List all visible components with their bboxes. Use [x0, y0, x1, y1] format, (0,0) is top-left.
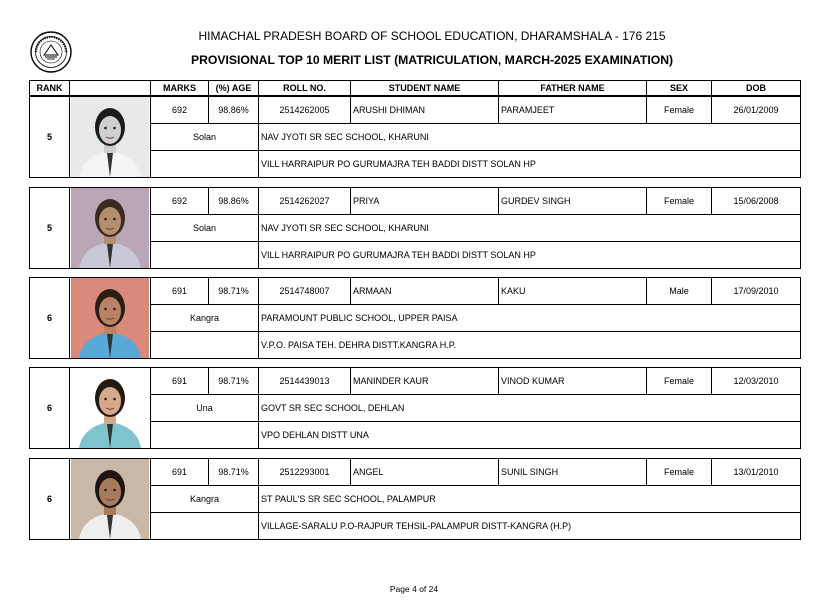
student-name-value: ARUSHI DHIMAN [351, 97, 499, 124]
board-name: HIMACHAL PRADESH BOARD OF SCHOOL EDUCATION, DHARAMSHALA - 176 215 [198, 29, 666, 43]
col-photo [70, 81, 151, 96]
percentage-value: 98.71% [209, 368, 259, 395]
col-sex: SEX [647, 81, 712, 96]
roll-no-value: 2514262005 [259, 97, 351, 124]
district-value: Solan [151, 124, 259, 151]
student-name-value: ARMAAN [351, 278, 499, 305]
roll-no-value: 2514262027 [259, 188, 351, 215]
col-marks: MARKS [151, 81, 209, 96]
father-name-value: PARAMJEET [499, 97, 647, 124]
rank-value: 5 [30, 97, 70, 178]
photo-cell [70, 188, 151, 269]
student-photo [71, 97, 149, 177]
blank-cell [151, 513, 259, 540]
father-name-value: KAKU [499, 278, 647, 305]
district-value: Solan [151, 215, 259, 242]
student-photo [71, 278, 149, 358]
col-rank: RANK [30, 81, 70, 96]
merit-record [29, 187, 801, 269]
school-name-value: NAV JYOTI SR SEC SCHOOL, KHARUNI [259, 124, 801, 151]
blank-cell [151, 422, 259, 449]
col-percentage: (%) AGE [209, 81, 259, 96]
marks-value: 691 [151, 459, 209, 486]
dob-value: 13/01/2010 [712, 459, 801, 486]
father-name-value: SUNIL SINGH [499, 459, 647, 486]
photo-cell [70, 459, 151, 540]
record-row-main [30, 188, 801, 215]
col-student-name: STUDENT NAME [351, 81, 499, 96]
record-row-main [30, 278, 801, 305]
merit-list-title: PROVISIONAL TOP 10 MERIT LIST (MATRICULATION, MARCH-2025 EXAMINATION) [190, 53, 674, 67]
student-name-value: ANGEL [351, 459, 499, 486]
address-value: VPO DEHLAN DISTT UNA [259, 422, 801, 449]
merit-record [29, 277, 801, 359]
col-father-name: FATHER NAME [499, 81, 647, 96]
photo-cell [70, 97, 151, 178]
sex-value: Female [647, 188, 712, 215]
student-name-value: PRIYA [351, 188, 499, 215]
page-number: Page 4 of 24 [389, 584, 439, 594]
marks-value: 691 [151, 278, 209, 305]
rank-value: 6 [30, 368, 70, 449]
roll-no-value: 2514748007 [259, 278, 351, 305]
sex-value: Male [647, 278, 712, 305]
roll-no-value: 2512293001 [259, 459, 351, 486]
merit-record [29, 96, 801, 178]
col-roll-no: ROLL NO. [259, 81, 351, 96]
marks-value: 691 [151, 368, 209, 395]
percentage-value: 98.71% [209, 278, 259, 305]
marks-value: 692 [151, 97, 209, 124]
record-row-main [30, 459, 801, 486]
sex-value: Female [647, 97, 712, 124]
school-name-value: NAV JYOTI SR SEC SCHOOL, KHARUNI [259, 215, 801, 242]
address-value: VILL HARRAIPUR PO GURUMAJRA TEH BADDI DISTT SOLAN HP [259, 151, 801, 178]
blank-cell [151, 332, 259, 359]
blank-cell [151, 242, 259, 269]
column-header-row [30, 81, 801, 96]
merit-record [29, 367, 801, 449]
blank-cell [151, 151, 259, 178]
roll-no-value: 2514439013 [259, 368, 351, 395]
photo-cell [70, 278, 151, 359]
student-photo [71, 188, 149, 268]
district-value: Una [151, 395, 259, 422]
student-photo [71, 459, 149, 539]
merit-record [29, 458, 801, 540]
student-name-value: MANINDER KAUR [351, 368, 499, 395]
percentage-value: 98.86% [209, 97, 259, 124]
district-value: Kangra [151, 305, 259, 332]
rank-value: 6 [30, 278, 70, 359]
dob-value: 12/03/2010 [712, 368, 801, 395]
percentage-value: 98.86% [209, 188, 259, 215]
address-value: VILL HARRAIPUR PO GURUMAJRA TEH BADDI DISTT SOLAN HP [259, 242, 801, 269]
sex-value: Female [647, 459, 712, 486]
dob-value: 17/09/2010 [712, 278, 801, 305]
student-photo [71, 368, 149, 448]
father-name-value: GURDEV SINGH [499, 188, 647, 215]
district-value: Kangra [151, 486, 259, 513]
father-name-value: VINOD KUMAR [499, 368, 647, 395]
dob-value: 26/01/2009 [712, 97, 801, 124]
address-value: VILLAGE-SARALU P.O-RAJPUR TEHSIL-PALAMPUR DISTT-KANGRA (H.P) [259, 513, 801, 540]
photo-cell [70, 368, 151, 449]
sex-value: Female [647, 368, 712, 395]
address-value: V.P.O. PAISA TEH. DEHRA DISTT.KANGRA H.P. [259, 332, 801, 359]
marks-value: 692 [151, 188, 209, 215]
school-name-value: PARAMOUNT PUBLIC SCHOOL, UPPER PAISA [259, 305, 801, 332]
col-dob: DOB [712, 81, 801, 96]
rank-value: 6 [30, 459, 70, 540]
percentage-value: 98.71% [209, 459, 259, 486]
record-row-main [30, 97, 801, 124]
record-row-main [30, 368, 801, 395]
school-name-value: GOVT SR SEC SCHOOL, DEHLAN [259, 395, 801, 422]
rank-value: 5 [30, 188, 70, 269]
column-header-table [29, 80, 801, 96]
dob-value: 15/06/2008 [712, 188, 801, 215]
school-name-value: ST PAUL'S SR SEC SCHOOL, PALAMPUR [259, 486, 801, 513]
